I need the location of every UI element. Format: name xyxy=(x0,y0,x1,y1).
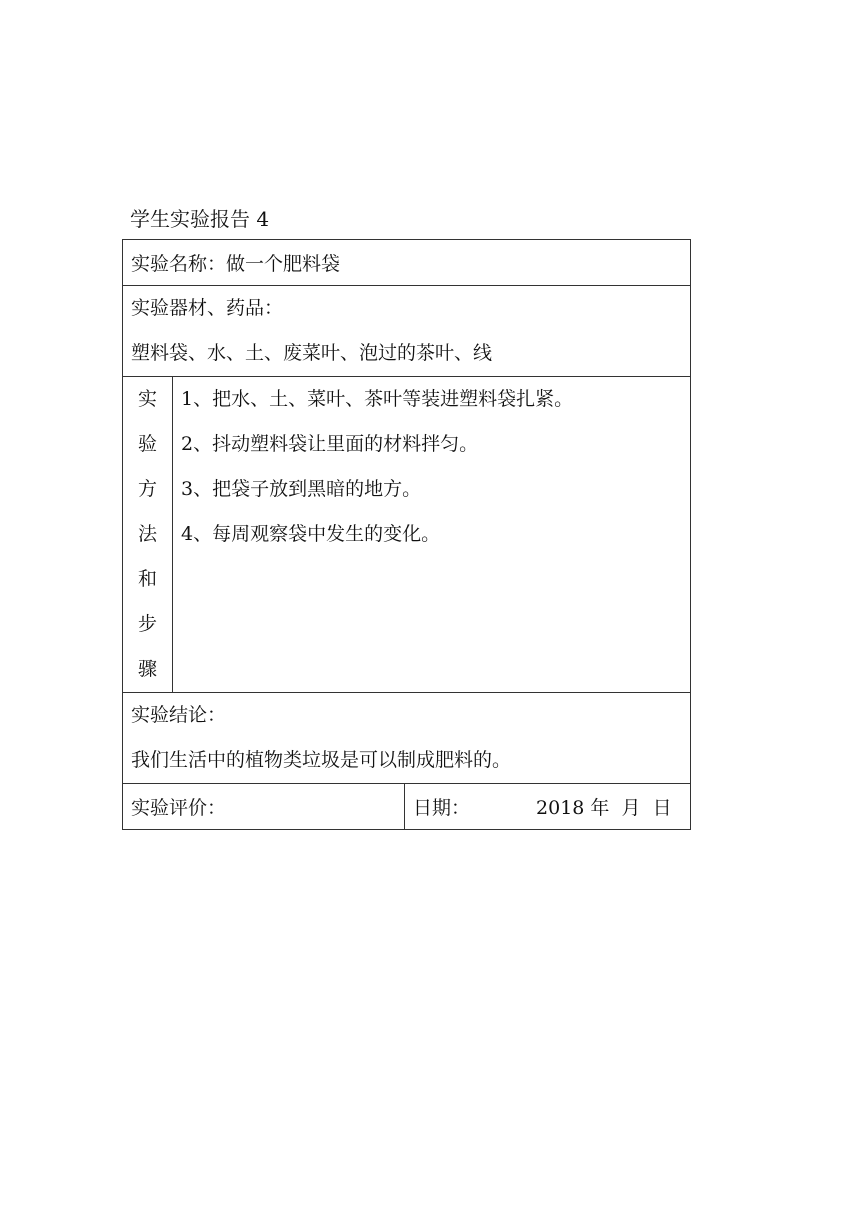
step-item: 2、抖动塑料袋让里面的材料拌匀。 xyxy=(181,433,479,455)
method-row xyxy=(123,377,691,693)
conclusion-value: 我们生活中的植物类垃圾是可以制成肥料的。 xyxy=(131,749,512,771)
conclusion-row xyxy=(123,693,691,784)
method-label-char: 法 xyxy=(137,523,157,545)
conclusion-cell xyxy=(123,693,691,784)
materials-row xyxy=(123,286,691,377)
date-cell xyxy=(405,784,691,830)
method-label-char: 和 xyxy=(137,568,157,590)
experiment-name-cell: 实验名称：做一个肥料袋 xyxy=(123,240,691,286)
materials-cell xyxy=(123,286,691,377)
evaluation-cell: 实验评价： xyxy=(123,784,405,830)
evaluation-row xyxy=(123,784,691,830)
method-steps-cell xyxy=(173,377,691,693)
method-label-char: 方 xyxy=(137,478,157,500)
step-item: 3、把袋子放到黑暗的地方。 xyxy=(181,478,422,500)
experiment-name-row xyxy=(123,240,691,286)
date-label: 日期： xyxy=(413,797,471,819)
method-label-char: 骤 xyxy=(137,658,157,680)
method-label-cell xyxy=(123,377,173,693)
report-table xyxy=(122,239,691,830)
conclusion-label: 实验结论： xyxy=(131,704,227,726)
report-title: 学生实验报告 4 xyxy=(130,207,270,231)
step-item: 4、每周观察袋中发生的变化。 xyxy=(181,523,441,545)
date-value: 2018 年 月 日 xyxy=(536,797,672,819)
method-label-char: 步 xyxy=(137,613,157,635)
method-label-char: 实 xyxy=(137,388,157,410)
materials-value: 塑料袋、水、土、废菜叶、泡过的茶叶、线 xyxy=(131,342,493,364)
method-label-char: 验 xyxy=(137,433,157,455)
materials-label: 实验器材、药品： xyxy=(131,297,284,319)
step-item: 1、把水、土、菜叶、茶叶等装进塑料袋扎紧。 xyxy=(181,388,574,410)
